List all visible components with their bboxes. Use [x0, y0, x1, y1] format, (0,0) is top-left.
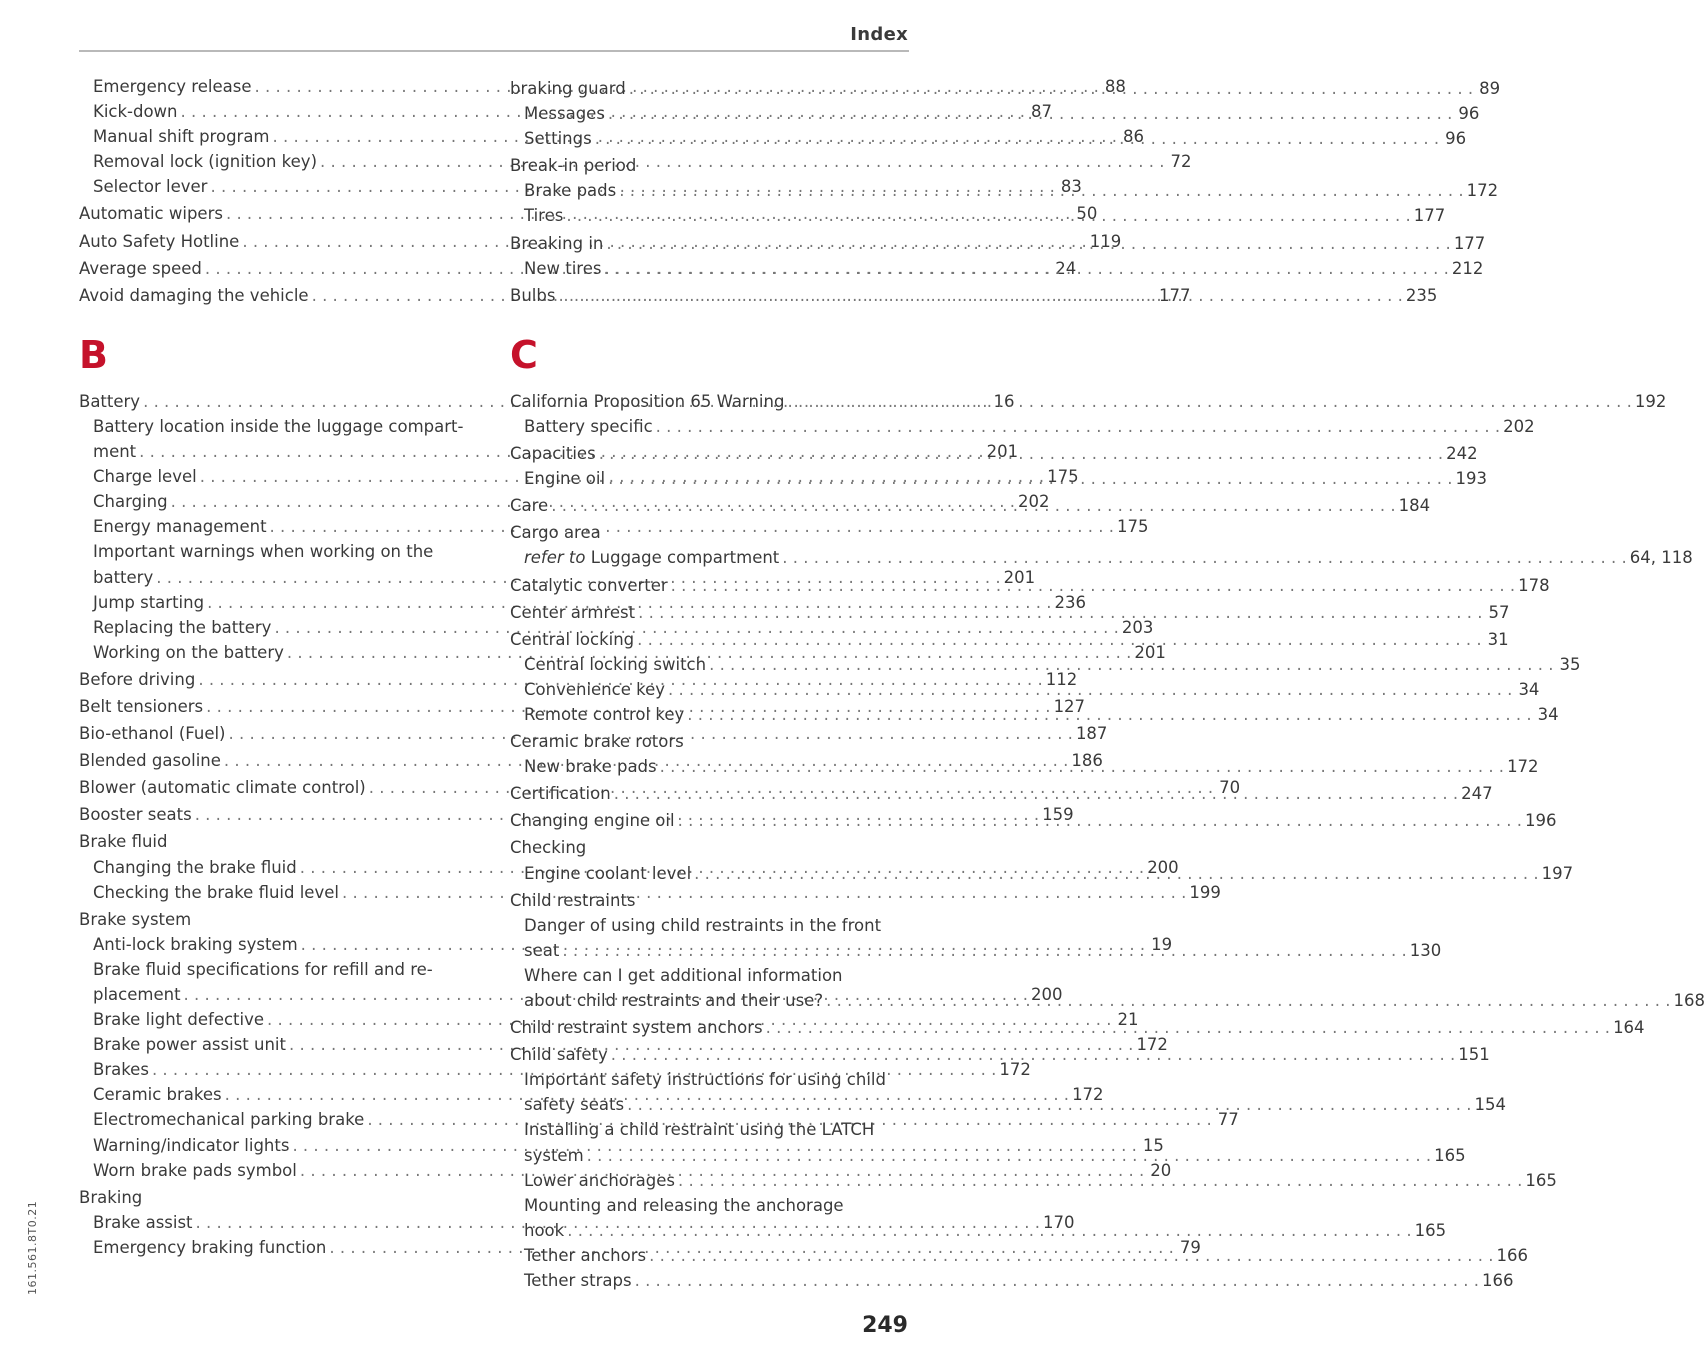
- page-reference[interactable]: 203: [1121, 617, 1154, 637]
- entry-label: Center armrest: [510, 602, 636, 622]
- entry-label: Automatic wipers: [79, 204, 223, 224]
- index-group-heading: Break-in period: [510, 156, 637, 176]
- entry-label: [524, 545, 779, 570]
- dot-leader: [548, 493, 1398, 518]
- refer-target: Luggage compartment: [590, 548, 780, 568]
- entry-label: Average speed: [79, 258, 202, 278]
- page-reference[interactable]: 172: [1466, 181, 1499, 201]
- entry-label: New brake pads: [524, 757, 657, 777]
- dot-leader: [763, 1015, 1613, 1040]
- dot-leader: [605, 101, 1455, 126]
- page-reference[interactable]: 172: [1136, 1035, 1168, 1055]
- entry-label: Breaking in: [510, 233, 604, 253]
- entry-label: Tires: [524, 206, 564, 226]
- index-entry-label-line: Installing a child restraint using the LATCH: [524, 1120, 875, 1140]
- entry-label: Brakes: [93, 1060, 149, 1080]
- entry-label: Auto Safety Hotline: [79, 231, 240, 251]
- dot-leader: [675, 808, 1525, 833]
- page-reference[interactable]: 236: [1054, 592, 1086, 612]
- page-reference[interactable]: 77: [1217, 1110, 1239, 1130]
- page-reference[interactable]: 154: [1474, 1095, 1507, 1115]
- page-reference[interactable]: 96: [1445, 129, 1467, 149]
- entry-label: Capacities: [510, 444, 596, 464]
- page-reference[interactable]: 165: [1434, 1145, 1466, 1165]
- entry-label: ment: [93, 442, 137, 462]
- entry-label: hook: [524, 1220, 565, 1240]
- page-reference[interactable]: 175: [1047, 467, 1079, 487]
- entry-label: Central locking: [510, 629, 635, 649]
- entry-label: Remote control key: [524, 704, 685, 724]
- page-reference[interactable]: 168: [1673, 991, 1705, 1010]
- entry-label: Electromechanical parking brake: [93, 1110, 365, 1130]
- entry-label: Bulbs: [510, 285, 556, 305]
- dot-leader: [596, 441, 1446, 466]
- index-entry-label-line: Danger of using child restraints in the front: [524, 915, 882, 935]
- entry-label: Tether anchors: [524, 1245, 647, 1265]
- dot-leader: [635, 600, 1485, 625]
- document-code: 161.561.8T0.21: [26, 1200, 39, 1295]
- page-reference[interactable]: 79: [1179, 1237, 1201, 1257]
- page-reference[interactable]: 175: [1116, 517, 1149, 537]
- page-reference[interactable]: 86: [1122, 127, 1144, 147]
- entry-label: battery: [93, 567, 154, 587]
- page-reference[interactable]: 192: [1634, 391, 1667, 411]
- entry-label: Bio-ethanol (Fuel): [79, 724, 226, 744]
- entry-label: Care: [510, 496, 549, 516]
- page-reference[interactable]: 50: [1076, 204, 1098, 224]
- index-group-heading: Brake fluid: [79, 832, 168, 852]
- entry-label: Changing the brake fluid: [93, 857, 297, 877]
- page-reference[interactable]: 247: [1461, 784, 1493, 804]
- page-reference[interactable]: 202: [1503, 416, 1535, 436]
- page-reference[interactable]: 166: [1482, 1271, 1514, 1291]
- page-reference[interactable]: 197: [1541, 863, 1574, 883]
- page-reference[interactable]: 21: [1117, 1010, 1139, 1030]
- entry-label: Booster seats: [79, 805, 192, 825]
- dot-leader: [646, 1243, 1496, 1268]
- dot-leader: [684, 702, 1534, 727]
- entry-label: Settings: [524, 129, 592, 149]
- dot-leader: [784, 389, 1634, 414]
- entry-label: Brake pads: [524, 181, 617, 201]
- page-reference[interactable]: 170: [1042, 1212, 1075, 1232]
- page-reference[interactable]: 130: [1409, 940, 1442, 960]
- page-reference[interactable]: 201: [1003, 567, 1036, 587]
- page-reference[interactable]: 151: [1458, 1045, 1490, 1065]
- page-reference[interactable]: 112: [1045, 669, 1078, 689]
- entry-label: Emergency braking function: [93, 1237, 327, 1257]
- entry-label: Brake light defective: [93, 1010, 265, 1030]
- page-reference[interactable]: 200: [1147, 857, 1179, 877]
- page-reference[interactable]: 212: [1451, 258, 1484, 278]
- page-reference[interactable]: 196: [1525, 811, 1557, 831]
- page-reference[interactable]: 172: [1072, 1085, 1104, 1105]
- dot-leader: [608, 1042, 1458, 1067]
- entry-label: Engine coolant level: [524, 863, 692, 883]
- page-reference[interactable]: 165: [1414, 1220, 1447, 1240]
- entry-label: Emergency release: [93, 77, 252, 96]
- page-reference[interactable]: 199: [1189, 882, 1221, 902]
- dot-leader: [624, 1092, 1474, 1117]
- index-group-heading: Checking: [510, 838, 587, 858]
- dot-leader: [559, 938, 1409, 963]
- page-reference[interactable]: 177: [1413, 206, 1446, 226]
- entry-label: Belt tensioners: [79, 696, 204, 716]
- page-reference[interactable]: 186: [1071, 751, 1103, 771]
- entry-label: Warning/indicator lights: [93, 1135, 290, 1155]
- page-reference[interactable]: 172: [1507, 757, 1539, 777]
- page-reference[interactable]: 242: [1446, 444, 1478, 464]
- entry-label: safety seats: [524, 1095, 625, 1115]
- entry-label: Catalytic converter: [510, 575, 668, 595]
- index-entry-label-line: Mounting and releasing the anchorage: [524, 1195, 844, 1215]
- entry-label: Central locking switch: [524, 654, 707, 674]
- page-reference[interactable]: 178: [1518, 575, 1550, 595]
- page-reference[interactable]: 16: [993, 391, 1015, 411]
- page-reference[interactable]: 87: [1030, 102, 1052, 122]
- dot-leader: [657, 754, 1507, 779]
- page-reference[interactable]: 83: [1060, 177, 1082, 197]
- dot-leader: [675, 1168, 1525, 1193]
- index-entry-label-line: Important warnings when working on the: [93, 542, 434, 562]
- entry-label: Child restraint system anchors: [510, 1018, 763, 1038]
- entry-label: Anti-lock braking system: [93, 934, 298, 954]
- dot-leader: [691, 861, 1541, 886]
- entry-label: Child safety: [510, 1045, 608, 1065]
- refer-to-text: refer to: [524, 548, 586, 568]
- index-group-heading: Brake system: [79, 909, 192, 929]
- dot-leader: [823, 988, 1673, 1013]
- page-reference[interactable]: 15: [1142, 1135, 1164, 1155]
- running-header: Index: [850, 24, 908, 45]
- entry-label: Working on the battery: [93, 642, 284, 662]
- page-reference[interactable]: 187: [1075, 724, 1108, 744]
- entry-label: Changing engine oil: [510, 811, 675, 831]
- page-reference[interactable]: 34: [1518, 679, 1540, 699]
- page-reference[interactable]: 70: [1219, 778, 1241, 798]
- page-reference[interactable]: 166: [1496, 1245, 1529, 1265]
- dot-leader: [668, 573, 1518, 598]
- page-reference[interactable]: 24: [1055, 258, 1077, 278]
- index-group-heading: Braking: [79, 1187, 143, 1207]
- page-reference[interactable]: 119: [1089, 231, 1122, 251]
- dot-leader: [779, 545, 1629, 570]
- page-reference[interactable]: 202: [1018, 492, 1050, 512]
- index-subentry: [510, 545, 1693, 570]
- entry-label: New tires: [524, 258, 602, 278]
- dot-leader: [601, 256, 1451, 281]
- index-entry-label-line: Battery location inside the luggage compart-: [93, 416, 464, 436]
- entry-label: Certification: [510, 784, 611, 804]
- page-reference[interactable]: 201: [986, 442, 1019, 462]
- entry-label: Avoid damaging the vehicle: [79, 285, 309, 305]
- dot-leader: [605, 466, 1455, 491]
- header-rule: [79, 50, 909, 52]
- entry-label: Charge level: [93, 467, 197, 487]
- dot-leader: [563, 203, 1413, 228]
- page-reference[interactable]: 20: [1150, 1160, 1172, 1180]
- index-entry-label-line: Important safety instructions for using child: [524, 1070, 886, 1090]
- page-reference[interactable]: 96: [1458, 104, 1480, 124]
- entry-label: Lower anchorages: [524, 1170, 675, 1190]
- dot-leader: [564, 1218, 1414, 1243]
- entry-label: placement: [93, 985, 181, 1004]
- entry-label: Convenience key: [524, 679, 665, 699]
- dot-leader: [626, 76, 1476, 101]
- page-reference[interactable]: 172: [999, 1060, 1031, 1080]
- page-number: 249: [862, 1313, 908, 1338]
- dot-leader: [611, 781, 1461, 806]
- dot-leader: [653, 414, 1503, 439]
- page-reference[interactable]: 19: [1151, 934, 1173, 954]
- index-entry-label-line: Where can I get additional information: [524, 965, 843, 985]
- index-subentry: [510, 1268, 1514, 1293]
- entry-label: Blower (automatic climate control): [79, 778, 366, 798]
- entry-label: Brake assist: [93, 1212, 193, 1232]
- page-reference[interactable]: 177: [1453, 233, 1486, 253]
- dot-leader: [592, 126, 1442, 151]
- entry-label: Messages: [524, 104, 605, 124]
- page-reference[interactable]: 57: [1488, 602, 1510, 622]
- dot-leader: [665, 677, 1515, 702]
- entry-label: California Proposition 65 Warning: [510, 391, 785, 411]
- entry-label: Battery: [79, 391, 141, 411]
- entry-label: Tether straps: [524, 1271, 632, 1291]
- page-reference[interactable]: 165: [1525, 1170, 1557, 1190]
- page-reference[interactable]: 201: [1134, 642, 1166, 662]
- entry-label: Engine oil: [524, 469, 606, 489]
- entry-label: Manual shift program: [93, 127, 270, 147]
- dot-leader: [706, 652, 1556, 677]
- page-reference[interactable]: 35: [1559, 654, 1581, 674]
- entry-label: seat: [524, 940, 560, 960]
- index-group-heading: Cargo area: [510, 523, 601, 543]
- dot-leader: [603, 231, 1453, 256]
- entry-label: Charging: [93, 492, 168, 512]
- section-letter: C: [510, 332, 538, 377]
- entry-label: braking guard: [510, 79, 626, 98]
- entry-label: Energy management: [93, 517, 267, 537]
- entry-label: Checking the brake fluid level: [93, 882, 339, 902]
- page-reference[interactable]: 193: [1455, 469, 1487, 489]
- entry-label: Worn brake pads symbol: [93, 1160, 297, 1180]
- dot-leader: [616, 178, 1466, 203]
- page-reference[interactable]: 235: [1405, 285, 1438, 305]
- entry-label: Removal lock (ignition key): [93, 152, 318, 172]
- page-reference[interactable]: 159: [1042, 805, 1074, 825]
- dot-leader: [555, 283, 1405, 308]
- entry-label: Replacing the battery: [93, 617, 272, 637]
- dot-leader: [584, 1143, 1434, 1168]
- page-reference[interactable]: 31: [1487, 629, 1509, 649]
- entry-label: Blended gasoline: [79, 751, 221, 771]
- index-group-heading: Child restraints: [510, 890, 636, 910]
- page-reference[interactable]: 88: [1104, 77, 1126, 96]
- dot-leader: [634, 627, 1484, 652]
- page-reference[interactable]: 184: [1398, 496, 1431, 516]
- page-reference[interactable]: 34: [1537, 704, 1559, 724]
- page-reference[interactable]: 164: [1613, 1018, 1645, 1038]
- entry-label: Before driving: [79, 669, 196, 689]
- entry-label: Selector lever: [93, 177, 208, 197]
- page-reference[interactable]: 64, 118: [1629, 548, 1693, 568]
- index-subentry: [510, 414, 1535, 439]
- page-reference[interactable]: 127: [1053, 696, 1086, 716]
- page-reference[interactable]: 72: [1170, 152, 1192, 172]
- page-reference[interactable]: 200: [1030, 985, 1063, 1004]
- entry-label: Jump starting: [93, 592, 205, 612]
- entry-label: system: [524, 1145, 584, 1165]
- entry-label: about child restraints and their use?: [524, 991, 824, 1010]
- entry-label: Ceramic brakes: [93, 1085, 222, 1105]
- section-letter: B: [79, 332, 108, 377]
- page-reference[interactable]: 177: [1159, 285, 1191, 305]
- entry-label: Kick-down: [93, 102, 178, 122]
- entry-label: Battery specific: [524, 416, 653, 436]
- dot-leader: [632, 1268, 1482, 1293]
- page-reference[interactable]: 89: [1479, 79, 1501, 98]
- index-entry-label-line: Brake fluid specifications for refill and re-: [93, 959, 433, 979]
- index-group-heading: Ceramic brake rotors: [510, 732, 684, 752]
- entry-label: Brake power assist unit: [93, 1035, 286, 1055]
